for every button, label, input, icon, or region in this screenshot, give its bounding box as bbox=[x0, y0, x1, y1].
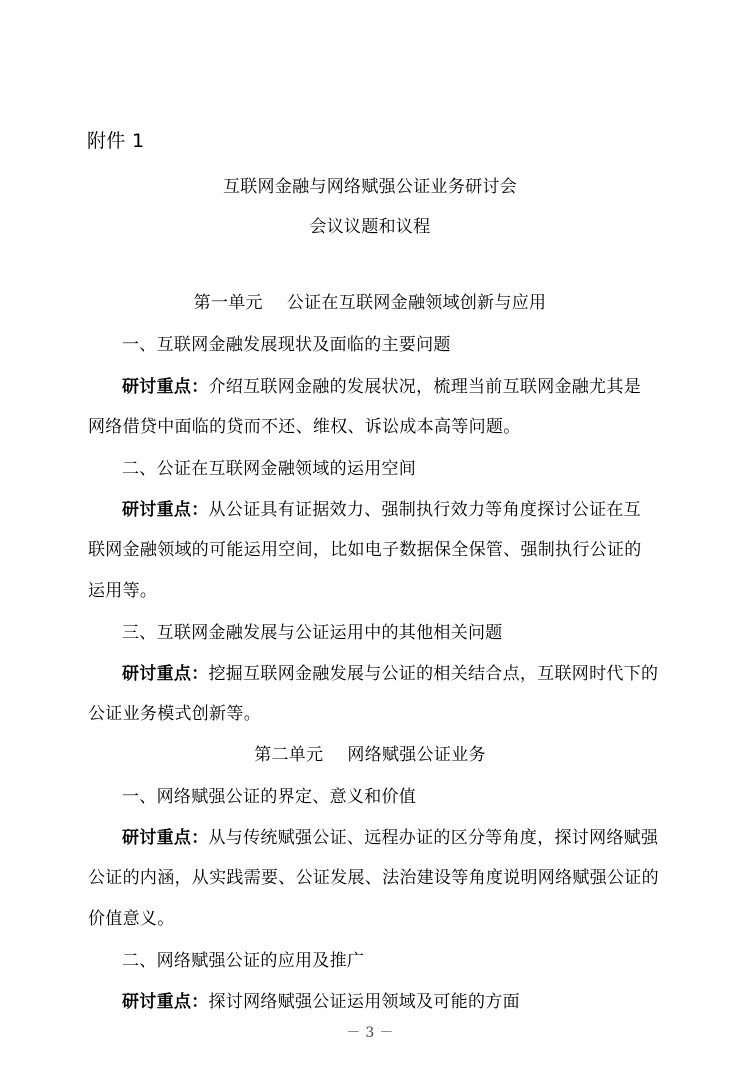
unit1-item2-focus-line2: 联网金融领域的可能运用空间，比如电子数据保全保管、强制执行公证的 bbox=[88, 540, 642, 560]
focus-text: 探讨网络赋强公证运用领域及可能的方面 bbox=[208, 992, 520, 1012]
unit2-topic: 网络赋强公证业务 bbox=[347, 745, 486, 765]
unit1-item3-heading: 三、互联网金融发展与公证运用中的其他相关问题 bbox=[122, 623, 503, 643]
focus-text: 从公证具有证据效力、强制执行效力等角度探讨公证在互 bbox=[208, 500, 641, 520]
focus-label: 研讨重点： bbox=[122, 377, 209, 397]
unit2-name: 第二单元 bbox=[254, 745, 324, 765]
unit2-item1-focus-line3: 价值意义。 bbox=[88, 909, 175, 929]
unit1-item3-focus-line1 bbox=[122, 663, 658, 685]
document-title: 互联网金融与网络赋强公证业务研讨会 bbox=[222, 177, 518, 197]
focus-text: 介绍互联网金融的发展状况，梳理当前互联网金融尤其是 bbox=[208, 377, 641, 397]
unit2-item1-heading: 一、网络赋强公证的界定、意义和价值 bbox=[122, 787, 417, 807]
focus-text: 挖掘互联网金融发展与公证的相关结合点，互联网时代下的 bbox=[208, 664, 659, 684]
focus-label: 研讨重点： bbox=[122, 992, 209, 1012]
unit2-item1-focus-line1 bbox=[122, 827, 658, 849]
focus-label: 研讨重点： bbox=[122, 664, 209, 684]
unit1-item2-focus-line3: 运用等。 bbox=[88, 581, 158, 601]
attachment-label: 附件 1 bbox=[87, 130, 145, 152]
unit2-item2-focus-line1 bbox=[122, 991, 520, 1013]
focus-label: 研讨重点： bbox=[122, 828, 209, 848]
unit1-name: 第一单元 bbox=[193, 293, 263, 313]
unit1-item3-focus-line2: 公证业务模式创新等。 bbox=[88, 704, 261, 724]
focus-text: 从与传统赋强公证、远程办证的区分等角度，探讨网络赋强 bbox=[208, 828, 659, 848]
unit1-item1-focus-line2: 网络借贷中面临的贷而不还、维权、诉讼成本高等问题。 bbox=[88, 417, 521, 437]
unit1-heading bbox=[0, 292, 740, 314]
unit2-item1-focus-line2: 公证的内涵，从实践需要、公证发展、法治建设等角度说明网络赋强公证的 bbox=[88, 868, 659, 888]
unit2-heading bbox=[0, 744, 740, 766]
unit2-item2-heading: 二、网络赋强公证的应用及推广 bbox=[122, 951, 365, 971]
focus-label: 研讨重点： bbox=[122, 500, 209, 520]
unit1-item1-heading: 一、互联网金融发展现状及面临的主要问题 bbox=[122, 335, 451, 355]
document-subtitle: 会议议题和议程 bbox=[309, 217, 431, 237]
unit1-topic: 公证在互联网金融领域创新与应用 bbox=[286, 293, 547, 313]
unit1-item1-focus-line1 bbox=[122, 376, 641, 398]
unit1-item2-heading: 二、公证在互联网金融领域的运用空间 bbox=[122, 459, 417, 479]
page-number: － 3 － bbox=[346, 1025, 394, 1041]
unit1-item2-focus-line1 bbox=[122, 499, 641, 521]
